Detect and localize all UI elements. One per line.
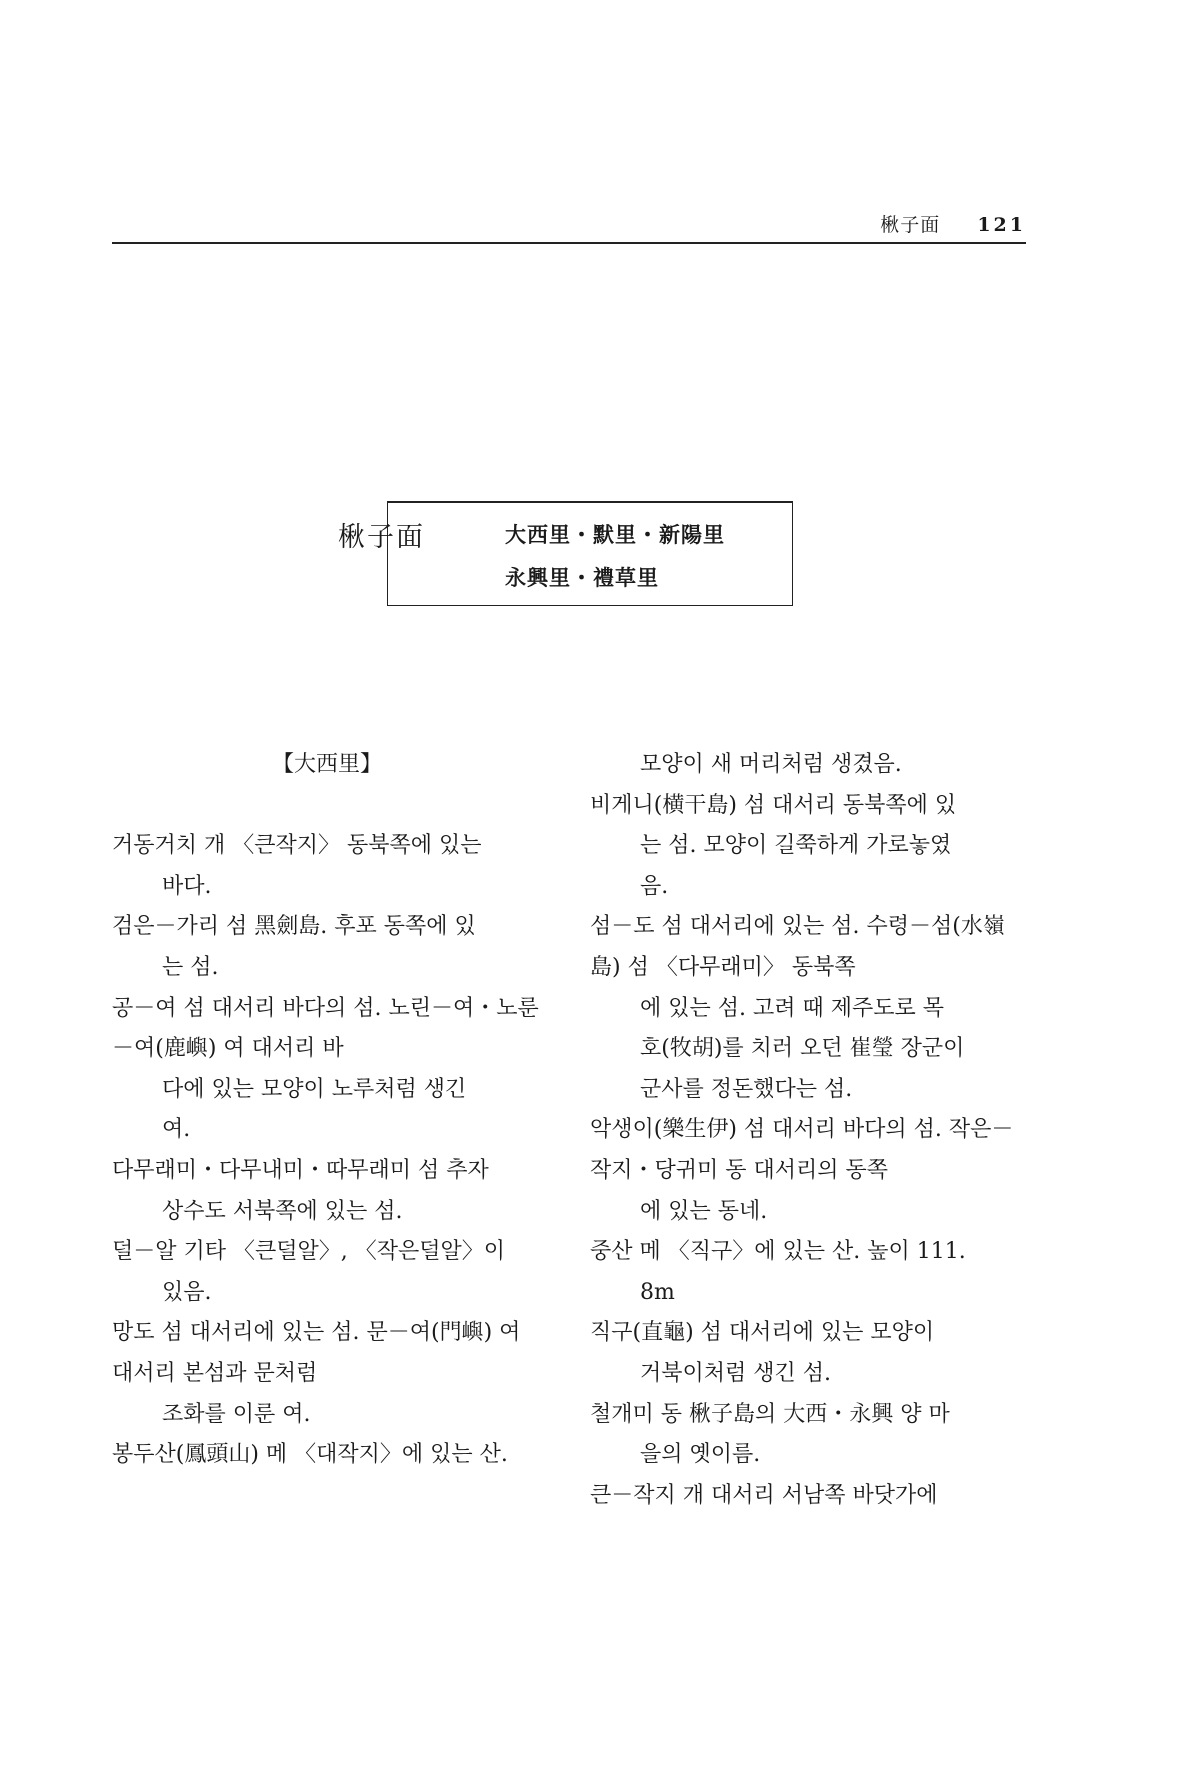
right-column [590,745,1027,1516]
running-head-text [880,210,1026,237]
entry-line: 비게니(横干島) 섬 대서리 동북쪽에 있 [590,792,957,818]
entry-line-continuation: 음. [640,873,669,899]
entry-line-continuation: 있음. [162,1279,212,1305]
entry-line: 노린－여・노룬－여(鹿嶼) 여 대서리 바 [112,995,539,1062]
section-box-top-rule [387,501,793,503]
entry-line: 철개미 동 楸子島의 大西・永興 양 마 [590,1401,950,1427]
entry-line-continuation: 군사를 정돈했다는 섬. [640,1076,853,1102]
entry-line: 망도 섬 대서리에 있는 섬. [112,1320,360,1346]
entry-line: 큰－작지 개 대서리 서남쪽 바닷가에 [590,1482,938,1508]
village-list-line-1: 大西里・默里・新陽里 [505,523,725,547]
entry-line: 중산 메 〈직구〉에 있는 산. 높이 111. [590,1239,966,1265]
entry-line-continuation: 바다. [162,873,212,899]
entry-line-continuation: 에 있는 섬. 고려 때 제주도로 목 [640,995,944,1021]
entry-line: 거동거치 개 〈큰작지〉 동북쪽에 있는 [112,833,482,859]
entry-line-continuation: 여. [162,1117,191,1143]
entry-line-continuation: 상수도 서북쪽에 있는 섬. [162,1198,403,1224]
entry-line-continuation: 호(牧胡)를 치러 오던 崔瑩 장군이 [640,1036,965,1062]
entry-line-continuation: 는 섬. [162,954,219,980]
page-number: 121 [977,214,1026,236]
entry-line-continuation: 다에 있는 모양이 노루처럼 생긴 [162,1076,467,1102]
entry-line-continuation: 거북이처럼 생긴 섬. [640,1360,831,1386]
village-heading: 【大西里】 [271,752,382,777]
entry-line-continuation: 8m [640,1279,675,1305]
entry-line: 공－여 섬 대서리 바다의 섬. [112,995,382,1021]
section-village-list [505,514,725,600]
running-head-title: 楸子面 [880,214,941,236]
entry-line: 악생이(樂生伊) 섬 대서리 바다의 섬. [590,1117,942,1143]
entry-line-continuation: 모양이 새 머리처럼 생겼음. [640,752,902,777]
running-head [112,204,1026,244]
entry-line-continuation: 을의 옛이름. [640,1442,761,1468]
entry-line: 다무래미・다무내미・따무래미 섬 추자 [112,1157,489,1183]
entry-line-continuation: 는 섬. 모양이 길쭉하게 가로놓였 [640,833,952,859]
entry-line: 문－여(門嶼) 여 대서리 본섬과 문처럼 [112,1320,521,1386]
entry-line: 섬－도 섬 대서리에 있는 섬. [590,914,860,940]
entry-line: 봉두산(鳳頭山) 메 〈대작지〉에 있는 산. [112,1442,508,1468]
entry-line-continuation: 조화를 이룬 여. [162,1401,311,1427]
entry-line: 작은－작지・당귀미 동 대서리의 동쪽 [590,1117,1014,1183]
entry-line: 수령－섬(水嶺島) 섬 〈다무래미〉 동북쪽 [590,914,1005,980]
entry-line: 직구(直龜) 섬 대서리에 있는 모양이 [590,1320,935,1346]
entry-line: 검은－가리 섬 黑劍島. 후포 동쪽에 있 [112,914,476,940]
entry-line-continuation: 에 있는 동네. [640,1198,768,1224]
left-column [112,745,542,1476]
entry-line: 덜－알 기타 〈큰덜알〉, 〈작은덜알〉이 [112,1239,505,1265]
village-list-line-2: 永興里・禮草里 [505,566,659,590]
section-title: 楸子面 [338,522,425,553]
